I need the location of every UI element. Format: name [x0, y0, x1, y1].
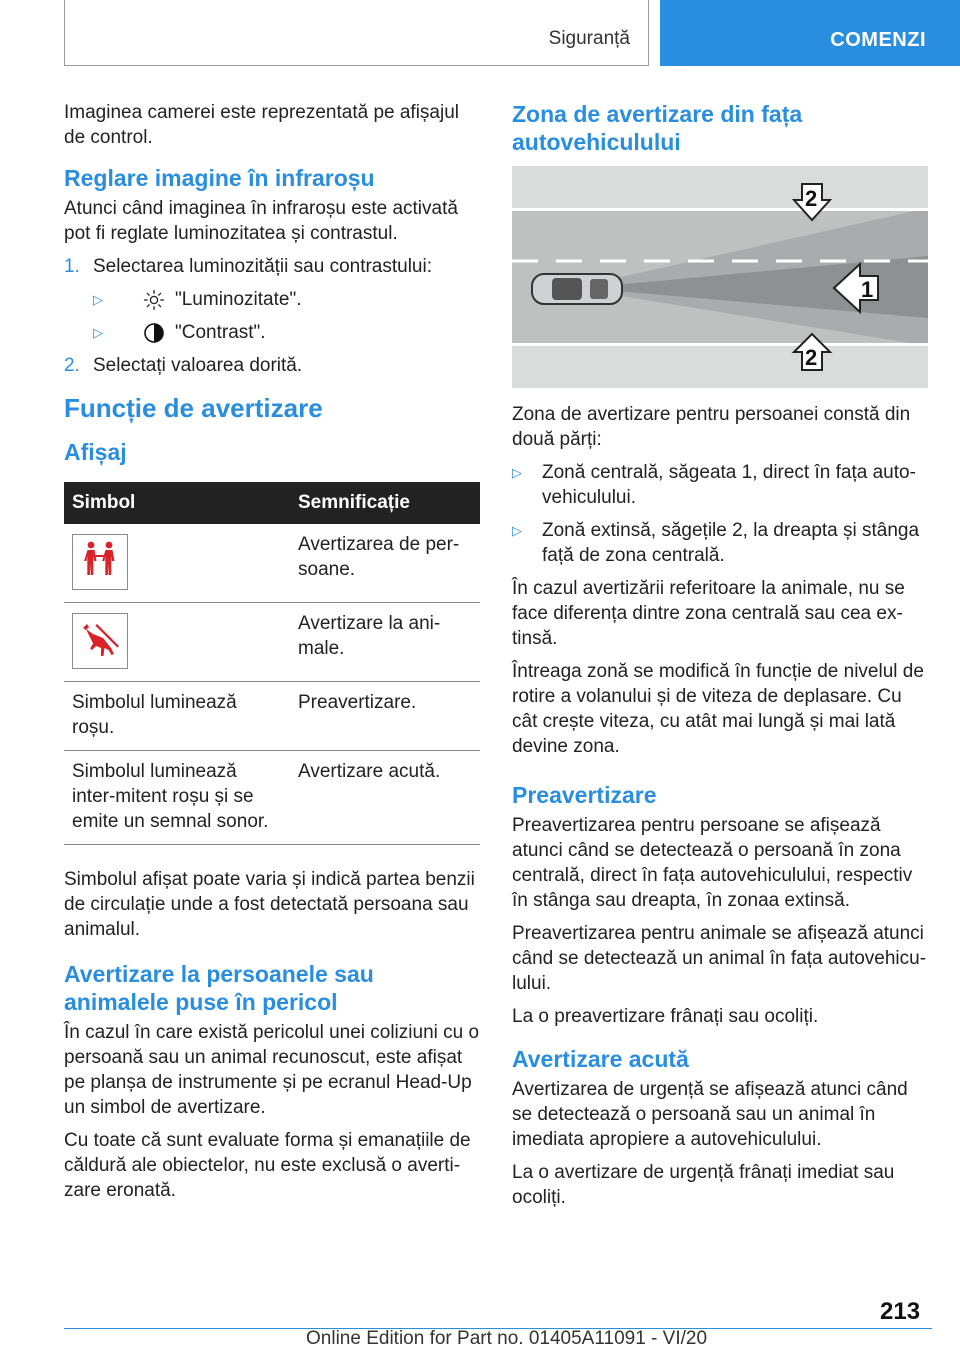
footer-edition[interactable]: Online Edition for Part no. 01405A11091 - VI/20	[306, 1328, 708, 1349]
table-row	[64, 682, 480, 751]
zone-label-center: 1	[861, 277, 874, 302]
warning-zone-figure	[512, 166, 928, 388]
list-item-text: Zonă centrală, săgeata 1, direct în fața auto-vehiculului.	[542, 462, 916, 508]
sub-option-text: "Luminozitate".	[175, 289, 302, 310]
table-header-meaning: Semnificație	[290, 482, 480, 524]
table-cell-meaning: Avertizare la ani-male.	[290, 603, 480, 682]
heading-display: Afișaj	[64, 439, 127, 465]
prewarning-paragraph-3: La o preavertizare frânați sau ocoliți.	[512, 1006, 819, 1027]
prewarning-paragraph-1: Preavertizarea pentru persoane se afișează atunci când se detectează o persoană în zona centrală, direct în fața autovehiculului, respectiv în stânga sau dreapta, în zonaa extinsă.	[512, 815, 913, 911]
zone-paragraph: Zona de avertizare pentru persoanei constă din două părți:	[512, 404, 911, 450]
pedestrians-warning-icon	[72, 534, 128, 590]
after-table-paragraph: Simbolul afișat poate varia și indică partea benzii de circulație unde a fost detectată persoana sau animalul.	[64, 869, 475, 940]
zone-paragraph-2: În cazul avertizării referitoare la animale, nu se face diferența dintre zona centrală sau cea ex-tinsă.	[512, 578, 905, 649]
intro-paragraph: Imaginea camerei este reprezentată pe afișajul de control.	[64, 102, 460, 148]
heading-danger: Avertizare la persoanele sau animalele puse în pericol	[64, 961, 374, 1015]
infrared-paragraph: Atunci când imaginea în infraroșu este activată pot fi reglate luminozitatea și contrastul.	[64, 198, 458, 244]
step-number: 2.	[64, 355, 80, 376]
table-cell-symbol: Simbolul luminează inter-mitent roșu și se emite un semnal sonor.	[64, 751, 290, 845]
animal-warning-icon	[72, 613, 128, 669]
chapter-title: COMENZI	[830, 29, 926, 51]
page-number: 213	[880, 1298, 921, 1325]
step-item	[64, 254, 480, 345]
list-item	[512, 460, 928, 510]
table-header-symbol: Simbol	[64, 482, 290, 524]
heading-prewarning: Preavertizare	[512, 782, 657, 808]
table-row	[64, 603, 480, 682]
list-item	[512, 518, 928, 568]
heading-infrared: Reglare imagine în infraroșu	[64, 165, 375, 191]
zone-list	[512, 460, 928, 568]
contrast-icon	[143, 322, 165, 344]
table-cell-symbol: Simbolul luminează roșu.	[64, 682, 290, 751]
danger-paragraph-2: Cu toate că sunt evaluate forma și emanațiile de căldură ale obiectelor, nu este exclusă o averti-zare eronată.	[64, 1130, 471, 1201]
zone-label-top: 2	[805, 186, 818, 211]
steps-list	[64, 254, 480, 378]
sub-options	[93, 287, 480, 345]
table-cell-meaning: Avertizare acută.	[290, 751, 480, 845]
heading-acute-warning: Avertizare acută	[512, 1046, 689, 1072]
step-item	[64, 353, 480, 378]
table-cell-symbol	[64, 603, 290, 682]
prewarning-paragraph-2: Preavertizarea pentru animale se afișează atunci când se detectează un animal în fața autovehicu-lului.	[512, 923, 927, 994]
acute-paragraph-1: Avertizarea de urgență se afișează atunci când se detectează o persoană sau un animal în imediata apropiere a autovehiculului.	[512, 1079, 908, 1150]
table-row	[64, 524, 480, 603]
sub-option-text: "Contrast".	[175, 322, 266, 343]
symbol-table	[64, 482, 480, 845]
table-cell-symbol	[64, 524, 290, 603]
acute-paragraph-2: La o avertizare de urgență frânați imediat sau ocoliți.	[512, 1162, 895, 1208]
sun-icon	[143, 289, 165, 311]
step-text: Selectarea luminozității sau contrastului:	[93, 256, 433, 277]
danger-paragraph-1: În cazul în care există pericolul unei coliziuni cu o persoană sau un animal recunoscut, este afișat pe planșa de instrumente și pe ecranul Head-Up un simbol de avertizare.	[64, 1022, 480, 1118]
sub-option-contrast	[93, 320, 480, 345]
triangle-bullet-icon: ▷	[93, 325, 103, 340]
table-cell-meaning: Preavertizare.	[290, 682, 480, 751]
left-column	[64, 100, 480, 1211]
section-title: Siguranță	[548, 28, 630, 49]
zone-paragraph-3: Întreaga zonă se modifică în funcție de nivelul de rotire a volanului și de viteza de deplasare. Cu cât crește viteza, cu atât mai lungă și mai lată devine zona.	[512, 661, 924, 757]
table-cell-meaning: Avertizarea de per-soane.	[290, 524, 480, 603]
step-number: 1.	[64, 256, 80, 277]
car-icon	[532, 274, 622, 304]
step-text: Selectați valoarea dorită.	[93, 355, 303, 376]
triangle-bullet-icon: ▷	[93, 292, 103, 307]
heading-warning-zone: Zona de avertizare din fața autovehiculului	[512, 101, 803, 155]
header-chapter-tab[interactable]	[660, 0, 960, 66]
triangle-bullet-icon: ▷	[512, 523, 522, 538]
heading-warning-function: Funcție de avertizare	[64, 393, 323, 423]
table-header-row	[64, 482, 480, 524]
table-row	[64, 751, 480, 845]
header-section-tab	[64, 0, 649, 66]
list-item-text: Zonă extinsă, săgețile 2, la dreapta și stânga față de zona centrală.	[542, 520, 920, 566]
sub-option-brightness	[93, 287, 480, 312]
triangle-bullet-icon: ▷	[512, 465, 522, 480]
right-column	[512, 100, 928, 1218]
zone-label-bottom: 2	[805, 345, 818, 370]
